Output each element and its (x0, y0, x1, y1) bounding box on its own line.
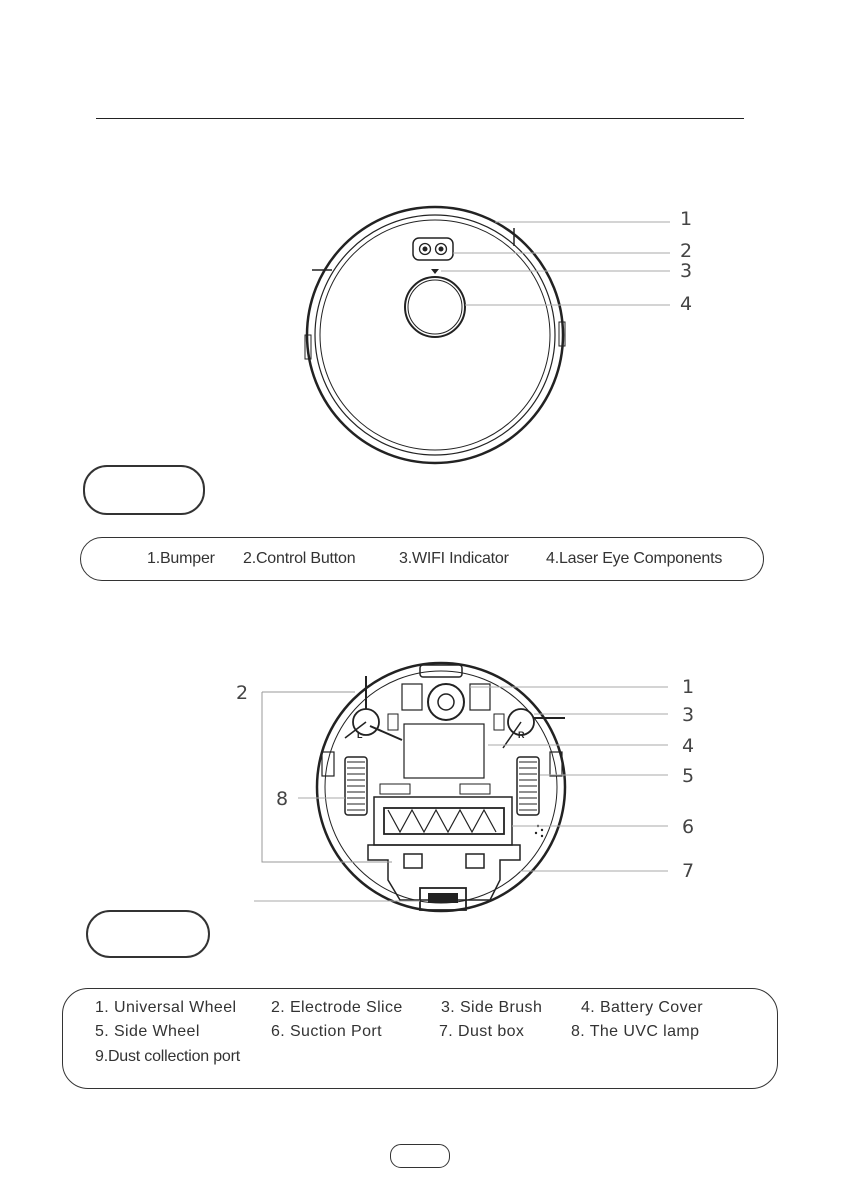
legend-item: 6. Suction Port (271, 1023, 382, 1040)
callout-number: 4 (680, 293, 693, 315)
callout-number: 2 (680, 240, 693, 262)
bottom-outer-ring (317, 663, 565, 911)
bottom-inner-ring (325, 671, 557, 903)
brush-label-right: R (518, 730, 525, 740)
legend-item: 4.Laser Eye Components (546, 550, 723, 567)
brush-label-left: L (357, 730, 363, 740)
uvc-lamp (380, 784, 410, 794)
callout-number: 8 (276, 788, 289, 810)
battery-cover (404, 724, 484, 778)
callout-number: 2 (236, 682, 249, 704)
page-number-tab (390, 1144, 450, 1168)
callout-number: 3 (680, 260, 693, 282)
electrode-slice (494, 714, 504, 730)
legend-item: 4. Battery Cover (581, 999, 704, 1016)
universal-wheel (428, 684, 464, 720)
legend-item: 1. Universal Wheel (95, 999, 237, 1016)
legend-item: 9.Dust collection port (95, 1048, 241, 1065)
callout-number: 3 (682, 704, 695, 726)
uvc-lamp (460, 784, 490, 794)
roller-brush (384, 808, 504, 834)
callout-number: 1 (680, 208, 693, 230)
callout-number: 5 (682, 765, 695, 787)
legend-item: 8. The UVC lamp (571, 1023, 700, 1040)
legend-item: 1.Bumper (147, 550, 215, 567)
legend-item: 5. Side Wheel (95, 1023, 200, 1040)
legend-item: 3. Side Brush (441, 999, 543, 1016)
legend-item: 3.WIFI Indicator (399, 550, 509, 567)
electrode-slice (388, 714, 398, 730)
legend-item: 2.Control Button (243, 550, 356, 567)
suction-port (374, 797, 512, 845)
callout-number: 6 (682, 816, 695, 838)
callout-number: 4 (682, 735, 695, 757)
legend-item: 7. Dust box (439, 1023, 525, 1040)
legend-item: 2. Electrode Slice (271, 999, 403, 1016)
callout-number: 1 (682, 676, 695, 698)
bottom-view-legend (62, 988, 778, 1089)
section-title-pill-bottom (86, 910, 210, 958)
callout-number: 7 (682, 860, 695, 882)
